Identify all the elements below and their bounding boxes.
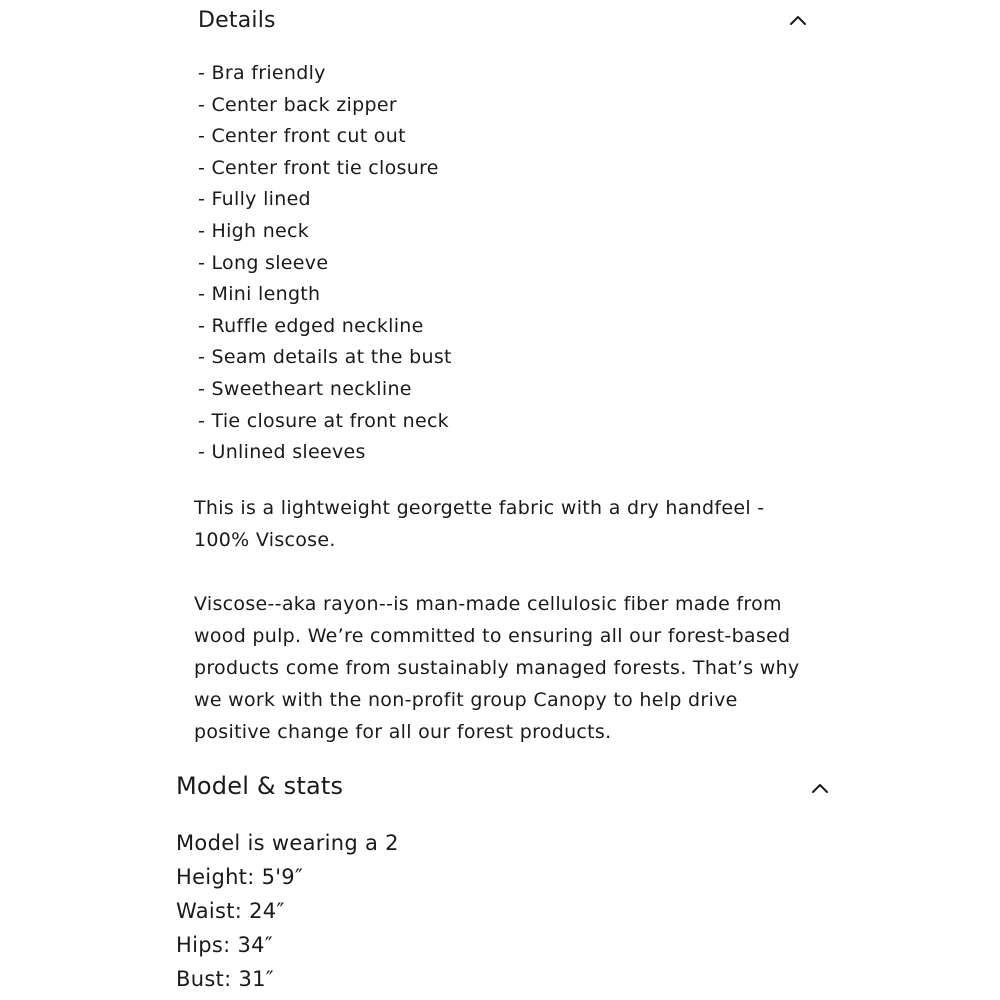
- list-item: - Mini length: [198, 283, 321, 306]
- list-item: - Center front cut out: [198, 125, 406, 148]
- list-item: - Long sleeve: [198, 251, 329, 274]
- list-item: - Bra friendly: [198, 62, 326, 84]
- stat-item: Hips: 34″: [176, 933, 273, 957]
- chevron-up-icon[interactable]: [810, 778, 830, 798]
- chevron-up-icon[interactable]: [788, 10, 808, 30]
- model-stats-list: [176, 826, 776, 996]
- stat-item: Waist: 24″: [176, 899, 285, 923]
- details-title: Details: [198, 8, 276, 33]
- list-item: - High neck: [198, 219, 310, 242]
- model-stats-title: Model & stats: [176, 772, 344, 800]
- fabric-description: This is a lightweight georgette fabric with a dry handfeel - 100% Viscose.: [194, 497, 765, 551]
- list-item: - Center back zipper: [198, 93, 397, 116]
- list-item: - Seam details at the bust: [198, 346, 452, 369]
- stat-item: Bust: 31″: [176, 967, 274, 991]
- details-accordion-header[interactable]: [198, 6, 808, 40]
- list-item: - Fully lined: [198, 188, 311, 211]
- model-stats-accordion-header[interactable]: [176, 770, 830, 806]
- viscose-description: Viscose--aka rayon--is man-made cellulosic fiber made from wood pulp. We’re committed to ensuring all our forest-based products come from sustainably managed forests. That’s why we work with the non-profit group Canopy to help drive positive change for all our forest products.: [194, 593, 800, 743]
- list-item: - Unlined sleeves: [198, 441, 366, 464]
- list-item: - Sweetheart neckline: [198, 377, 412, 400]
- list-item: - Ruffle edged neckline: [198, 314, 424, 337]
- stat-item: Model is wearing a 2: [176, 831, 399, 855]
- list-item: - Tie closure at front neck: [198, 409, 449, 432]
- details-list: [198, 58, 798, 469]
- stat-item: Height: 5'9″: [176, 865, 304, 889]
- list-item: - Center front tie closure: [198, 156, 439, 179]
